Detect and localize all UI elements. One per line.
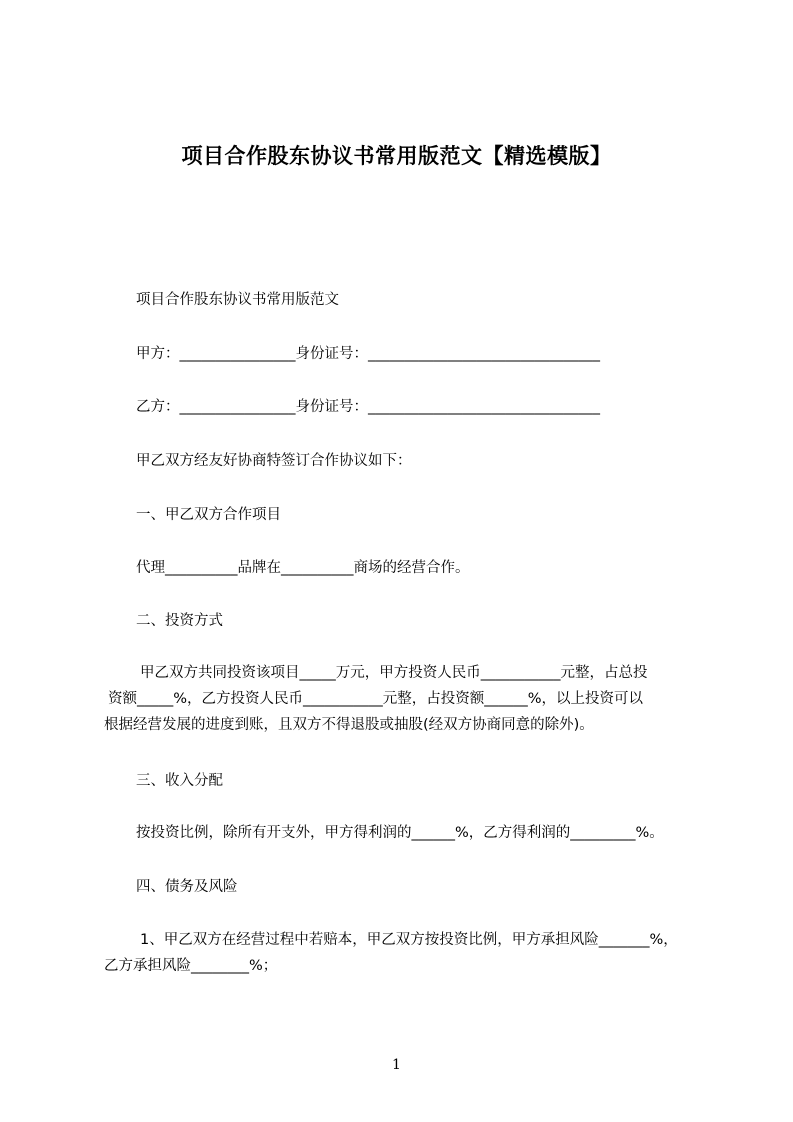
section-2-heading: 二、投资方式 [136,613,223,629]
section-4-line: 乙方承担风险________%； [104,958,278,974]
party-b-line: 乙方：________________身份证号：________________________________ [136,399,600,415]
section-2-body [104,660,704,738]
page-number: 1 [392,1057,401,1073]
section-2-line: 资额_____%，乙方投资人民币___________元整，占投资额______%，以上投资可以 [108,691,644,707]
intro-paragraph: 甲乙双方经友好协商特签订合作协议如下： [136,453,412,469]
section-4-line: 1、甲乙双方在经营过程中若赔本，甲乙双方按投资比例，甲方承担风险_______%， [140,932,678,948]
party-a-line: 甲方：________________身份证号：________________________________ [136,346,600,362]
section-3-heading: 三、收入分配 [136,773,223,789]
section-2-line: 甲乙双方共同投资该项目_____万元，甲方投资人民币___________元整，占总投 [140,665,648,681]
section-4-body [104,927,704,979]
section-3-body: 按投资比例，除所有开支外，甲方得利润的______%，乙方得利润的_________%。 [136,825,664,841]
section-2-line: 根据经营发展的进度到账，且双方不得退股或抽股(经双方协商同意的除外)。 [104,717,594,733]
section-1-heading: 一、甲乙双方合作项目 [136,507,281,523]
document-subtitle: 项目合作股东协议书常用版范文 [136,292,339,308]
section-4-heading: 四、债务及风险 [136,879,238,895]
page-title: 项目合作股东协议书常用版范文【精选模版】 [181,144,612,168]
section-1-body: 代理__________品牌在__________商场的经营合作。 [136,560,470,576]
